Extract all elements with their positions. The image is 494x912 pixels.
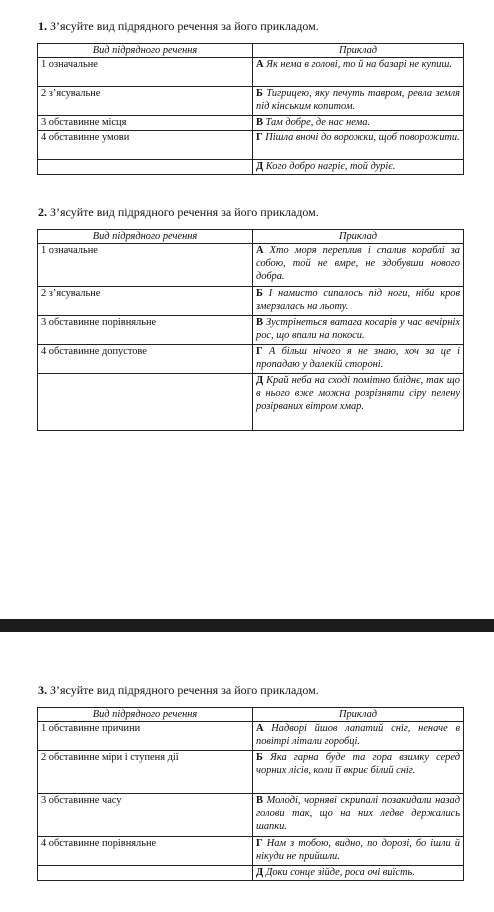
task-1-title [38, 19, 319, 33]
clause-type [38, 374, 253, 431]
clause-type: 1 означальне [38, 244, 253, 287]
table-row [38, 837, 464, 866]
example-text: Яка гарна буде та гора взимку серед чорних лісів, коли її вкриє білий сніг. [256, 752, 460, 776]
option-letter: Б [256, 88, 263, 99]
task-1-instruction: З’ясуйте вид підрядного речення за його прикладом. [50, 19, 319, 33]
example-text: Там добре, де нас нема. [265, 117, 371, 128]
clause-type: 4 обставинне допустове [38, 345, 253, 374]
example-cell [253, 837, 464, 866]
header-example: Приклад [253, 44, 464, 58]
example-text: Край неба на сході помітно бліднє, так що в нього вже можна розрізняти сіру пелену розірваних вітром хмар. [256, 375, 460, 412]
example-text: Кого добро нагріє, той дуріє. [265, 161, 396, 172]
example-cell [253, 87, 464, 116]
example-cell [253, 866, 464, 881]
clause-type: 4 обставинне порівняльне [38, 837, 253, 866]
clause-type: 1 обставинне причини [38, 722, 253, 751]
example-cell [253, 374, 464, 431]
example-cell [253, 287, 464, 316]
task-3-instruction: З’ясуйте вид підрядного речення за його прикладом. [50, 683, 319, 697]
option-letter: Б [256, 752, 263, 763]
example-text: Як нема в голові, то й на базарі не купиш. [266, 59, 452, 70]
table-row [38, 866, 464, 881]
option-letter: В [256, 795, 263, 806]
example-text: А більш нічого я не знаю, хоч за це і пропадаю у далекій стороні. [256, 346, 460, 370]
table-header-row [38, 230, 464, 244]
task-2-number: 2. [38, 205, 47, 219]
table-row [38, 131, 464, 160]
table-row [38, 87, 464, 116]
table-row [38, 58, 464, 87]
option-letter: А [256, 245, 264, 256]
example-cell [253, 244, 464, 287]
example-cell [253, 794, 464, 837]
example-cell [253, 316, 464, 345]
table-row [38, 722, 464, 751]
task-1-table [37, 43, 464, 175]
option-letter: Д [256, 161, 264, 172]
option-letter: Г [256, 346, 263, 357]
header-type: Вид підрядного речення [38, 230, 253, 244]
option-letter: Д [256, 867, 264, 878]
example-cell [253, 751, 464, 794]
header-type: Вид підрядного речення [38, 708, 253, 722]
option-letter: В [256, 317, 263, 328]
task-3-title [38, 683, 319, 697]
table-row [38, 287, 464, 316]
task-2-instruction: З’ясуйте вид підрядного речення за його прикладом. [50, 205, 319, 219]
table-row [38, 374, 464, 431]
clause-type: 4 обставинне умови [38, 131, 253, 160]
clause-type: 2 з’ясувальне [38, 287, 253, 316]
example-cell [253, 722, 464, 751]
example-text: Тигрицею, яку печуть тавром, ревла земля під кінським копитом. [256, 88, 460, 112]
table-header-row [38, 44, 464, 58]
table-row [38, 244, 464, 287]
option-letter: А [256, 59, 264, 70]
header-example: Приклад [253, 708, 464, 722]
example-text: Пішла вночі до ворожки, щоб поворожити. [265, 132, 460, 143]
table-header-row [38, 708, 464, 722]
table-row [38, 751, 464, 794]
example-text: Доки сонце зійде, роса очі виїсть. [265, 867, 415, 878]
task-2-table [37, 229, 464, 431]
option-letter: А [256, 723, 264, 734]
clause-type: 1 означальне [38, 58, 253, 87]
clause-type [38, 866, 253, 881]
task-3-number: 3. [38, 683, 47, 697]
option-letter: Д [256, 375, 264, 386]
clause-type: 3 обставинне часу [38, 794, 253, 837]
header-example: Приклад [253, 230, 464, 244]
clause-type: 3 обставинне місця [38, 116, 253, 131]
task-2-title [38, 205, 319, 219]
option-letter: Г [256, 132, 263, 143]
task-1-number: 1. [38, 19, 47, 33]
page-divider [0, 619, 494, 632]
example-text: Зустрінеться ватага косарів у час вечірніх рос, що впали на покоси. [256, 317, 460, 341]
table-row [38, 345, 464, 374]
example-text: Надворі йшов лапатий сніг, неначе в повітрі літали горобці. [256, 723, 460, 747]
header-type: Вид підрядного речення [38, 44, 253, 58]
option-letter: Г [256, 838, 263, 849]
option-letter: В [256, 117, 263, 128]
table-row [38, 794, 464, 837]
example-cell [253, 131, 464, 160]
clause-type: 2 обставинне міри і ступеня дії [38, 751, 253, 794]
example-text: І намисто сипалось під ноги, ніби кров змерзалась на льоту. [256, 288, 460, 312]
example-cell [253, 116, 464, 131]
example-text: Нам з тобою, видно, по дорозі, бо ішли й нікуди не прийшли. [256, 838, 460, 862]
clause-type: 3 обставинне порівняльне [38, 316, 253, 345]
clause-type: 2 з’ясувальне [38, 87, 253, 116]
table-row [38, 160, 464, 175]
example-cell [253, 345, 464, 374]
clause-type [38, 160, 253, 175]
table-row [38, 116, 464, 131]
example-cell [253, 160, 464, 175]
task-3-table [37, 707, 464, 881]
example-cell [253, 58, 464, 87]
option-letter: Б [256, 288, 263, 299]
example-text: Молоді, чорняві скрипалі позакидали назад голови так, що на них ледве держались шапки. [256, 795, 460, 832]
example-text: Хто моря переплив і спалив кораблі за собою, той не вмре, не здобувши нового добра. [256, 245, 460, 282]
table-row [38, 316, 464, 345]
